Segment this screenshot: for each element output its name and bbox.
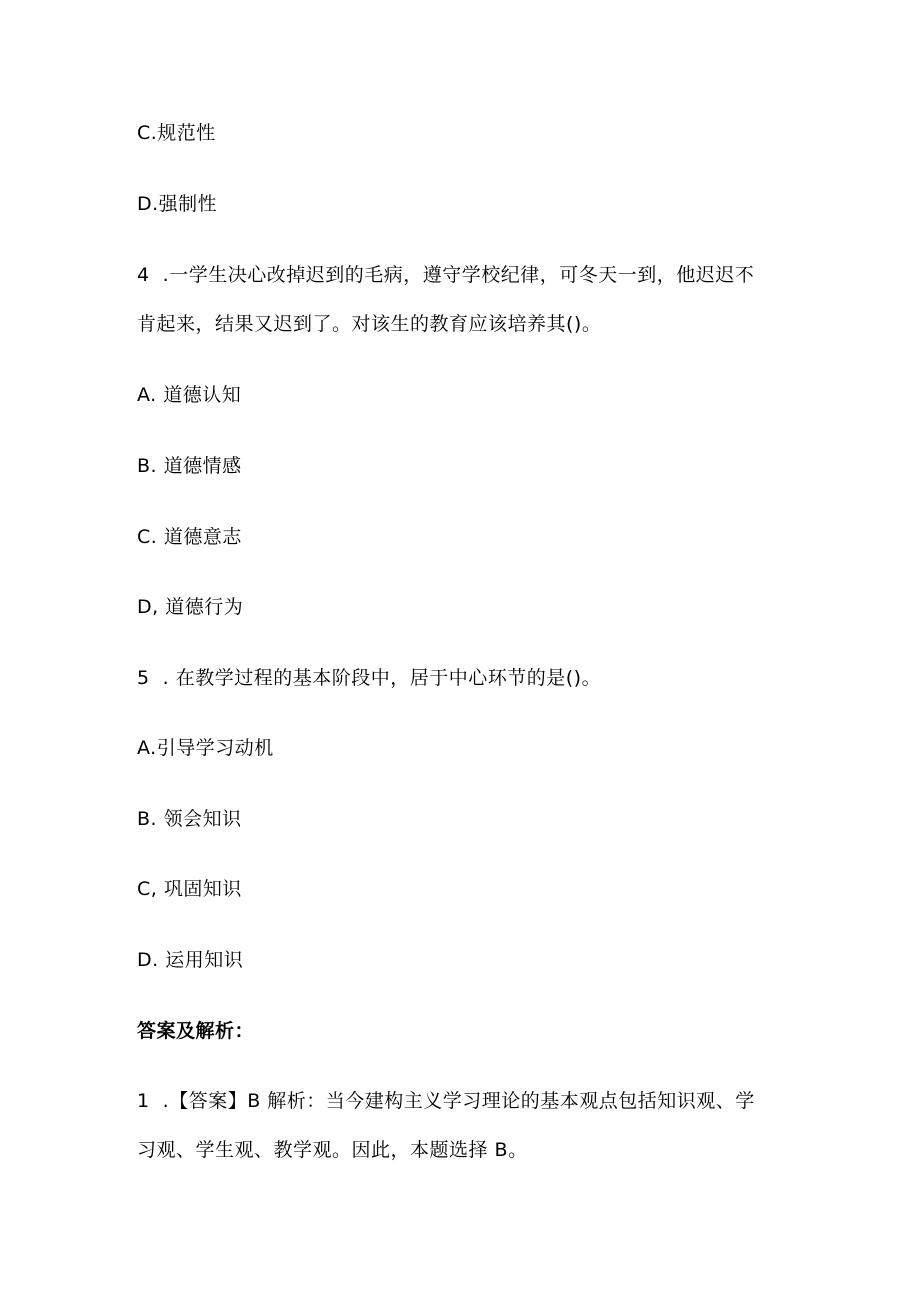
question-5-option-a: A.引导学习动机 — [137, 737, 274, 759]
answer-1-line-1: 1 .【答案】B 解析：当今建构主义学习理论的基本观点包括知识观、学 — [137, 1090, 755, 1112]
question-4-option-d: D, 道德行为 — [137, 596, 244, 618]
option-d-text: D.强制性 — [137, 193, 218, 215]
question-4-line-1: 4 .一学生决心改掉迟到的毛病，遵守学校纪律，可冬天一到，他迟迟不 — [137, 264, 755, 286]
question-4-line-2: 肯起来，结果又迟到了。对该生的教育应该培养其()。 — [137, 313, 602, 335]
question-5-option-d: D. 运用知识 — [137, 949, 244, 971]
question-4-option-b: B. 道德情感 — [137, 455, 242, 477]
answers-heading: 答案及解析： — [137, 1020, 255, 1042]
question-4-option-a: A. 道德认知 — [137, 384, 242, 406]
answer-1-line-2: 习观、学生观、教学观。因此，本题选择 B。 — [137, 1139, 528, 1161]
question-4-option-c: C. 道德意志 — [137, 526, 242, 548]
question-5-option-b: B. 领会知识 — [137, 808, 242, 830]
option-c-text: C.规范性 — [137, 122, 216, 144]
question-5-text: 5 . 在教学过程的基本阶段中，居于中心环节的是()。 — [137, 667, 602, 689]
question-5-option-c: C, 巩固知识 — [137, 878, 242, 900]
